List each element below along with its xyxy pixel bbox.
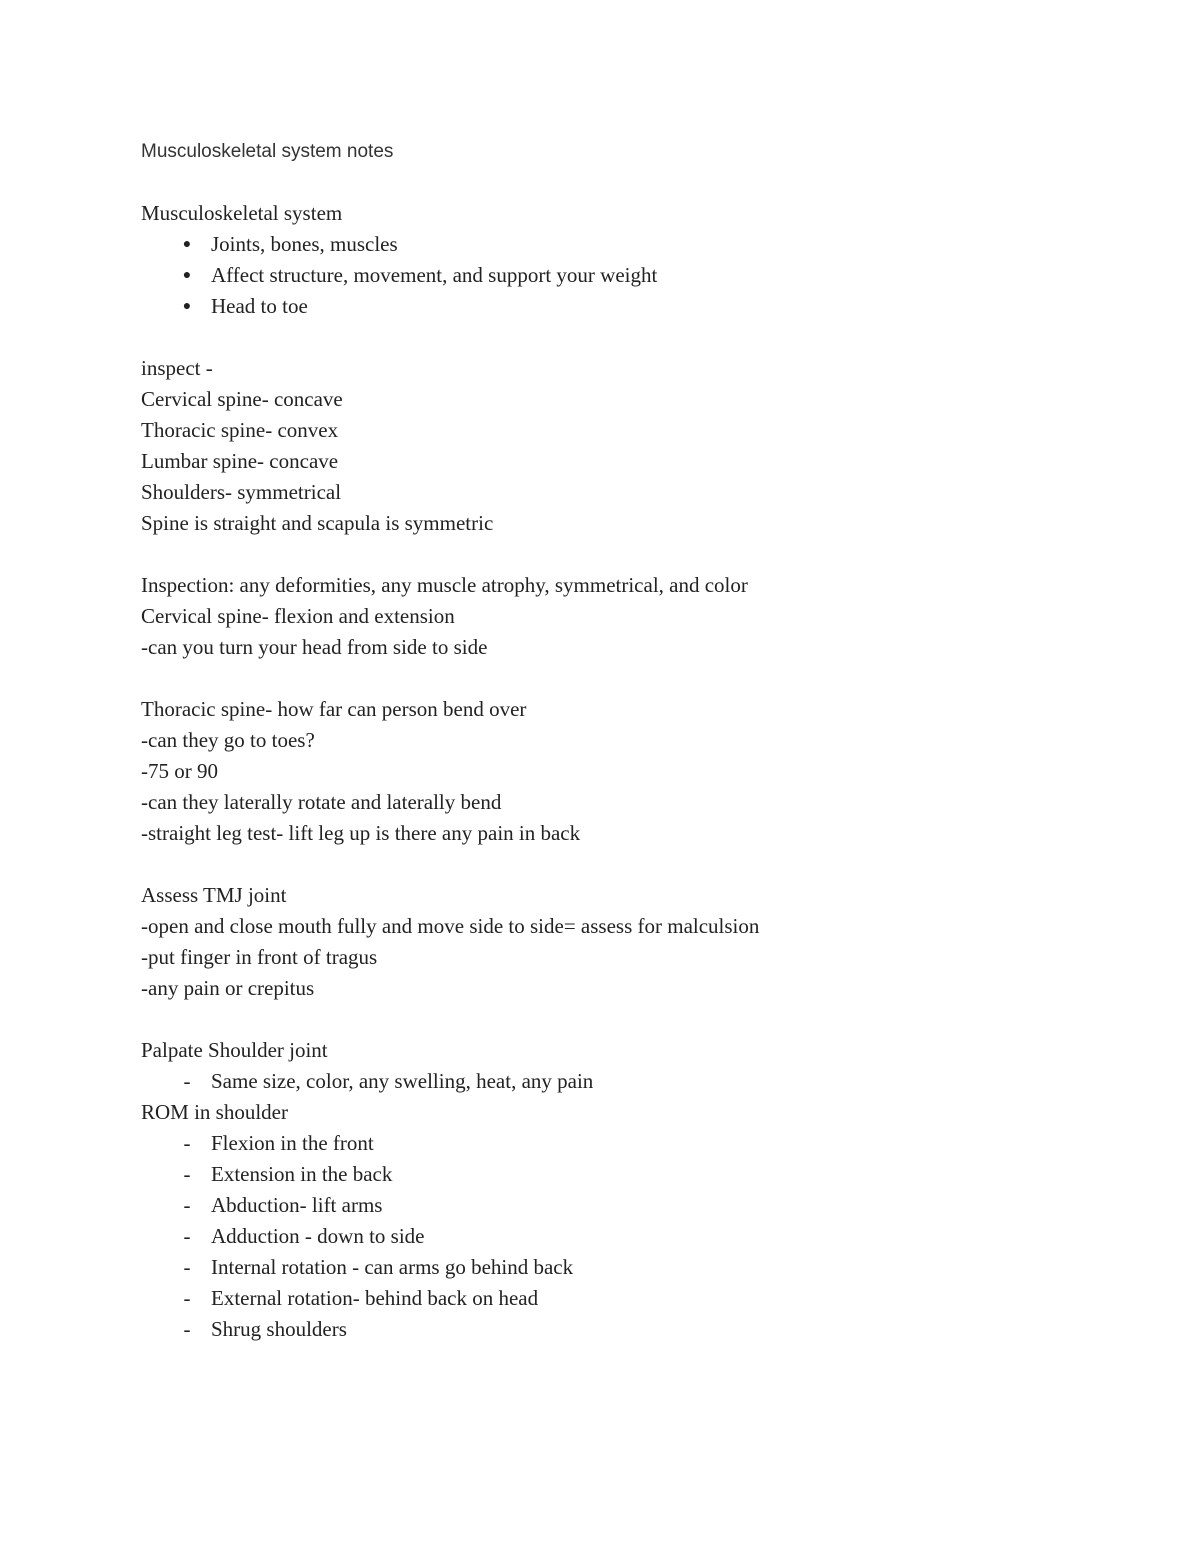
dash-item <box>141 1190 1141 1221</box>
item-text: Affect structure, movement, and support your weight <box>211 263 658 287</box>
note-line: -75 or 90 <box>141 759 218 783</box>
blank-line <box>141 539 1141 570</box>
note-line: Thoracic spine- how far can person bend over <box>141 697 527 721</box>
item-text: Internal rotation - can arms go behind back <box>211 1255 574 1279</box>
dash-item <box>141 1128 1141 1159</box>
note-line: Palpate Shoulder joint <box>141 1038 328 1062</box>
bullet-item <box>141 229 1141 260</box>
item-text: Joints, bones, muscles <box>211 232 398 256</box>
note-line: Musculoskeletal system <box>141 201 343 225</box>
bullet-item <box>141 291 1141 322</box>
dash-item <box>141 1159 1141 1190</box>
bullet-item <box>141 260 1141 291</box>
item-text: Extension in the back <box>211 1162 393 1186</box>
dash-item <box>141 1252 1141 1283</box>
dash-marker: - <box>183 1286 191 1310</box>
dash-marker: - <box>183 1255 191 1279</box>
blank-line <box>141 167 1141 198</box>
item-text: External rotation- behind back on head <box>211 1286 539 1310</box>
dash-marker: - <box>183 1317 191 1341</box>
blank-line <box>141 663 1141 694</box>
document-title: Musculoskeletal system notes <box>141 141 394 162</box>
note-line: Cervical spine- flexion and extension <box>141 604 455 628</box>
item-text: Shrug shoulders <box>211 1317 347 1341</box>
dash-marker: - <box>183 1131 191 1155</box>
item-text: Abduction- lift arms <box>211 1193 383 1217</box>
bullet-marker: ● <box>182 268 192 283</box>
item-text: Head to toe <box>211 294 308 318</box>
item-text: Flexion in the front <box>211 1131 374 1155</box>
dash-marker: - <box>183 1193 191 1217</box>
item-text: Adduction - down to side <box>211 1224 425 1248</box>
dash-item <box>141 1066 1141 1097</box>
blank-line <box>141 322 1141 353</box>
notes-body <box>141 167 1141 1345</box>
note-line: Shoulders- symmetrical <box>141 480 342 504</box>
note-line: Lumbar spine- concave <box>141 449 339 473</box>
document-page <box>141 136 1141 1345</box>
dash-item <box>141 1221 1141 1252</box>
dash-marker: - <box>183 1069 191 1093</box>
note-line: -any pain or crepitus <box>141 976 315 1000</box>
note-line: -can they go to toes? <box>141 728 315 752</box>
blank-line <box>141 1004 1141 1035</box>
note-line: -open and close mouth fully and move side to side= assess for malculsion <box>141 914 760 938</box>
note-line: -can you turn your head from side to side <box>141 635 488 659</box>
item-text: Same size, color, any swelling, heat, any pain <box>211 1069 594 1093</box>
note-line: Assess TMJ joint <box>141 883 287 907</box>
note-line: ROM in shoulder <box>141 1100 288 1124</box>
bullet-marker: ● <box>182 299 192 314</box>
note-line: -can they laterally rotate and laterally bend <box>141 790 502 814</box>
note-line: -straight leg test- lift leg up is there any pain in back <box>141 821 581 845</box>
dash-marker: - <box>183 1224 191 1248</box>
note-line: Thoracic spine- convex <box>141 418 339 442</box>
dash-marker: - <box>183 1162 191 1186</box>
blank-line <box>141 849 1141 880</box>
dash-item <box>141 1314 1141 1345</box>
note-line: -put finger in front of tragus <box>141 945 378 969</box>
note-line: Spine is straight and scapula is symmetric <box>141 511 494 535</box>
note-line: Inspection: any deformities, any muscle atrophy, symmetrical, and color <box>141 573 748 597</box>
dash-item <box>141 1283 1141 1314</box>
bullet-marker: ● <box>182 237 192 252</box>
note-line: Cervical spine- concave <box>141 387 343 411</box>
note-line: inspect - <box>141 356 213 380</box>
